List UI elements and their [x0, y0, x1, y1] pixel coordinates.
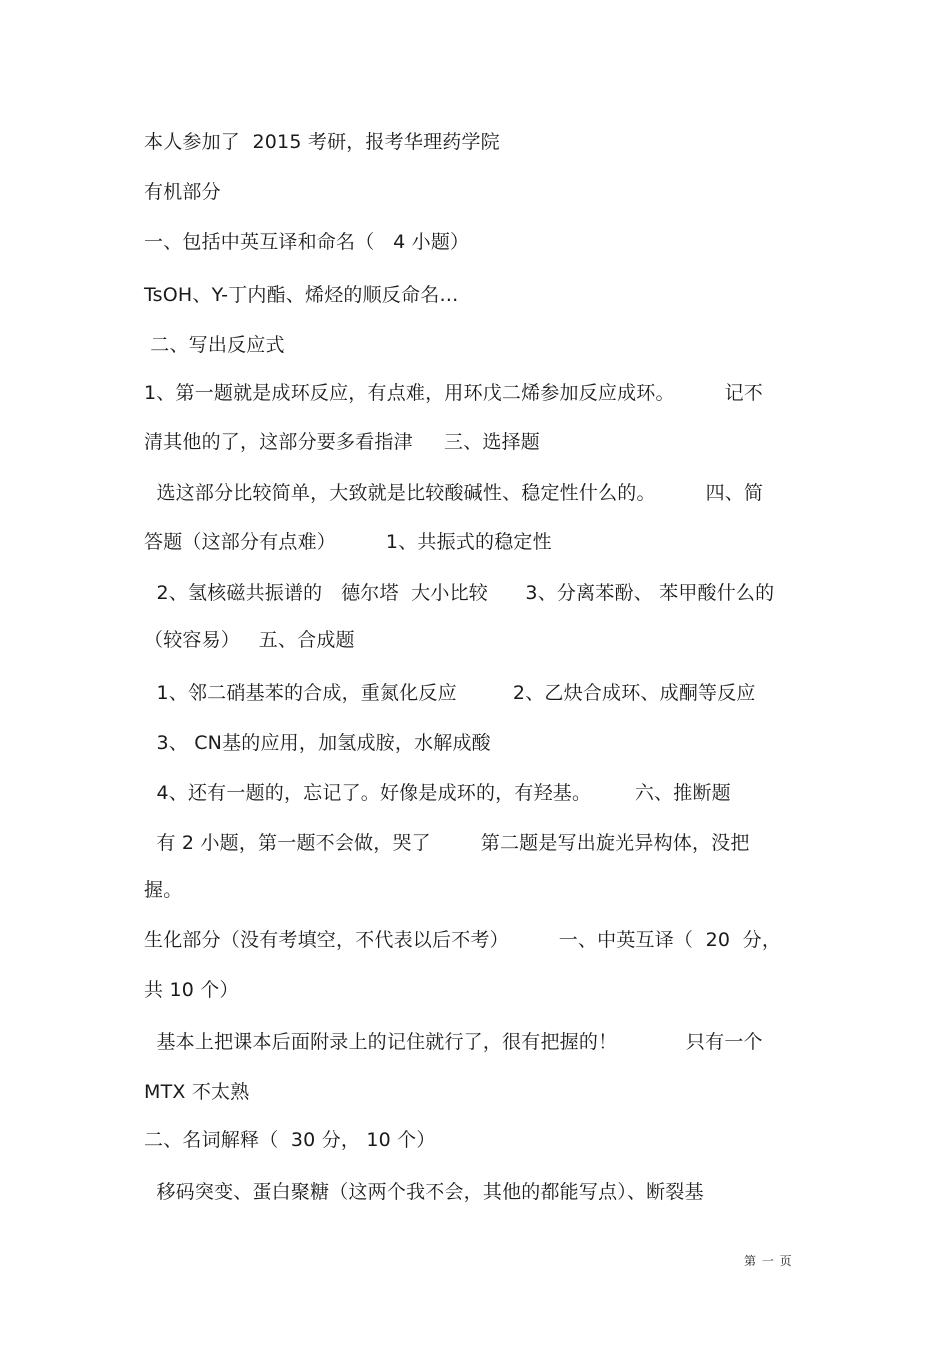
text-line-5: 二、写出反应式 — [144, 334, 285, 356]
text-line-15: 有 2 小题，第一题不会做，哭了 第二题是写出旋光异构体，没把 — [144, 832, 750, 854]
text-line-17: 生化部分（没有考填空，不代表以后不考） 一、中英互译（ 20 分， — [144, 929, 782, 951]
text-line-22: 移码突变、蛋白聚糖（这两个我不会，其他的都能写点）、断裂基 — [144, 1181, 704, 1203]
text-line-13: 3、 CN基的应用，加氢成胺，水解成酸 — [144, 732, 491, 754]
text-line-21: 二、名词解释（ 30 分， 10 个） — [144, 1129, 436, 1151]
text-line-9: 答题（这部分有点难） 1、共振式的稳定性 — [144, 531, 552, 553]
text-line-11: （较容易） 五、合成题 — [144, 629, 355, 651]
text-line-10: 2、氢核磁共振谱的 德尔塔 大小比较 3、分离苯酚、 苯甲酸什么的 — [144, 582, 775, 604]
text-line-12: 1、邻二硝基苯的合成，重氮化反应 2、乙炔合成环、成酮等反应 — [144, 682, 756, 704]
text-line-16: 握。 — [144, 879, 183, 901]
text-line-4: TsOH、Y-丁内酯、烯烃的顺反命名… — [144, 284, 459, 306]
text-line-19: 基本上把课本后面附录上的记住就行了，很有把握的！ 只有一个 — [144, 1031, 763, 1053]
text-line-6: 1、第一题就是成环反应，有点难，用环戊二烯参加反应成环。 记不 — [144, 382, 764, 404]
text-line-18: 共 10 个） — [144, 979, 239, 1001]
text-line-3: 一、包括中英互译和命名（ 4 小题） — [144, 231, 470, 253]
text-line-20: MTX 不太熟 — [144, 1081, 250, 1103]
text-line-7: 清其他的了，这部分要多看指津 三、选择题 — [144, 431, 540, 453]
text-line-14: 4、还有一题的，忘记了。好像是成环的，有羟基。 六、推断题 — [144, 782, 731, 804]
text-line-1: 本人参加了 2015 考研，报考华理药学院 — [144, 131, 500, 153]
page-number: 第 一 页 — [744, 1254, 793, 1268]
text-line-8: 选这部分比较简单，大致就是比较酸碱性、稳定性什么的。 四、简 — [144, 482, 764, 504]
text-line-2: 有机部分 — [144, 181, 221, 203]
